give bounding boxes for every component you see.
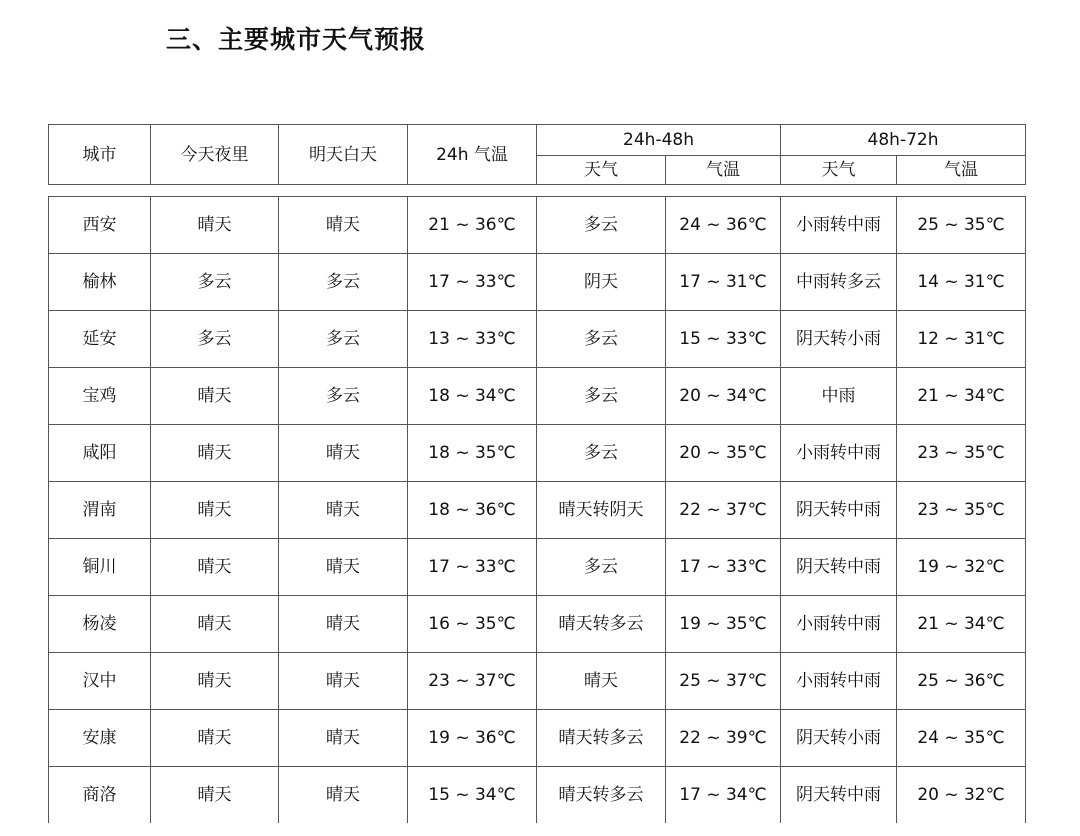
cell-temp-24-48: 17 ~ 31℃: [666, 254, 781, 311]
table-row: [49, 197, 1026, 254]
cell-temp-24h: 15 ~ 34℃: [408, 767, 537, 824]
cell-temp-24-48: 25 ~ 37℃: [666, 653, 781, 710]
cell-temp-24h: 18 ~ 35℃: [408, 425, 537, 482]
cell-weather-24-48: 多云: [537, 425, 666, 482]
cell-weather-48-72: 中雨: [781, 368, 897, 425]
cell-tonight: 晴天: [151, 653, 279, 710]
cell-weather-48-72: 小雨转中雨: [781, 197, 897, 254]
header-gap: [49, 185, 1026, 197]
header-temp-24-48: 气温: [666, 156, 781, 185]
cell-tomorrow-day: 晴天: [279, 767, 408, 824]
cell-tomorrow-day: 晴天: [279, 425, 408, 482]
header-city: 城市: [49, 125, 151, 185]
cell-weather-24-48: 晴天转多云: [537, 596, 666, 653]
cell-city: 宝鸡: [49, 368, 151, 425]
cell-city: 延安: [49, 311, 151, 368]
cell-city: 杨凌: [49, 596, 151, 653]
table-row: [49, 596, 1026, 653]
cell-tomorrow-day: 晴天: [279, 710, 408, 767]
cell-tomorrow-day: 多云: [279, 311, 408, 368]
cell-tonight: 晴天: [151, 425, 279, 482]
cell-temp-48-72: 20 ~ 32℃: [897, 767, 1026, 824]
cell-temp-24-48: 17 ~ 34℃: [666, 767, 781, 824]
cell-weather-24-48: 多云: [537, 197, 666, 254]
cell-city: 榆林: [49, 254, 151, 311]
cell-temp-24-48: 20 ~ 34℃: [666, 368, 781, 425]
cell-tomorrow-day: 多云: [279, 254, 408, 311]
cell-tonight: 多云: [151, 254, 279, 311]
cell-tomorrow-day: 晴天: [279, 653, 408, 710]
header-row-top: [49, 125, 1026, 156]
cell-weather-48-72: 阴天转中雨: [781, 482, 897, 539]
cell-temp-24-48: 19 ~ 35℃: [666, 596, 781, 653]
header-tonight: 今天夜里: [151, 125, 279, 185]
table-row: [49, 368, 1026, 425]
cell-weather-24-48: 晴天转阴天: [537, 482, 666, 539]
header-temp-24h: 24h 气温: [408, 125, 537, 185]
cell-temp-48-72: 21 ~ 34℃: [897, 368, 1026, 425]
cell-tomorrow-day: 晴天: [279, 596, 408, 653]
cell-temp-48-72: 24 ~ 35℃: [897, 710, 1026, 767]
cell-weather-24-48: 晴天转多云: [537, 767, 666, 824]
cell-weather-48-72: 小雨转中雨: [781, 653, 897, 710]
cell-temp-24-48: 20 ~ 35℃: [666, 425, 781, 482]
cell-tomorrow-day: 晴天: [279, 539, 408, 596]
header-tomorrow-day: 明天白天: [279, 125, 408, 185]
cell-tonight: 晴天: [151, 368, 279, 425]
header-group-48-72: 48h-72h: [781, 125, 1026, 156]
cell-weather-48-72: 阴天转中雨: [781, 539, 897, 596]
cell-city: 铜川: [49, 539, 151, 596]
cell-weather-48-72: 小雨转中雨: [781, 425, 897, 482]
cell-tonight: 晴天: [151, 710, 279, 767]
cell-weather-48-72: 小雨转中雨: [781, 596, 897, 653]
gap-cell: [49, 185, 1026, 197]
cell-city: 咸阳: [49, 425, 151, 482]
forecast-table: [48, 124, 1026, 823]
cell-weather-48-72: 阴天转小雨: [781, 311, 897, 368]
table-row: [49, 710, 1026, 767]
cell-temp-24-48: 24 ~ 36℃: [666, 197, 781, 254]
cell-weather-48-72: 阴天转中雨: [781, 767, 897, 824]
table-row: [49, 539, 1026, 596]
cell-temp-48-72: 12 ~ 31℃: [897, 311, 1026, 368]
cell-weather-24-48: 多云: [537, 539, 666, 596]
page-title: 三、主要城市天气预报: [166, 25, 427, 54]
cell-temp-24h: 13 ~ 33℃: [408, 311, 537, 368]
cell-temp-24h: 17 ~ 33℃: [408, 539, 537, 596]
cell-weather-24-48: 晴天: [537, 653, 666, 710]
cell-weather-48-72: 中雨转多云: [781, 254, 897, 311]
cell-tomorrow-day: 晴天: [279, 482, 408, 539]
cell-temp-24-48: 22 ~ 37℃: [666, 482, 781, 539]
cell-temp-24h: 17 ~ 33℃: [408, 254, 537, 311]
cell-temp-48-72: 25 ~ 35℃: [897, 197, 1026, 254]
cell-temp-24h: 21 ~ 36℃: [408, 197, 537, 254]
cell-temp-24h: 18 ~ 36℃: [408, 482, 537, 539]
cell-temp-48-72: 14 ~ 31℃: [897, 254, 1026, 311]
cell-weather-24-48: 阴天: [537, 254, 666, 311]
cell-tonight: 晴天: [151, 767, 279, 824]
cell-tonight: 晴天: [151, 482, 279, 539]
cell-temp-24h: 19 ~ 36℃: [408, 710, 537, 767]
cell-tomorrow-day: 多云: [279, 368, 408, 425]
cell-temp-24-48: 22 ~ 39℃: [666, 710, 781, 767]
cell-temp-48-72: 25 ~ 36℃: [897, 653, 1026, 710]
header-weather-24-48: 天气: [537, 156, 666, 185]
cell-tonight: 晴天: [151, 539, 279, 596]
table-row: [49, 653, 1026, 710]
cell-temp-24-48: 15 ~ 33℃: [666, 311, 781, 368]
cell-weather-48-72: 阴天转小雨: [781, 710, 897, 767]
cell-tonight: 晴天: [151, 596, 279, 653]
cell-weather-24-48: 多云: [537, 368, 666, 425]
table-row: [49, 425, 1026, 482]
cell-tonight: 多云: [151, 311, 279, 368]
cell-city: 安康: [49, 710, 151, 767]
cell-city: 汉中: [49, 653, 151, 710]
cell-temp-48-72: 19 ~ 32℃: [897, 539, 1026, 596]
header-group-24-48: 24h-48h: [537, 125, 781, 156]
cell-temp-24-48: 17 ~ 33℃: [666, 539, 781, 596]
cell-temp-24h: 23 ~ 37℃: [408, 653, 537, 710]
header-weather-48-72: 天气: [781, 156, 897, 185]
cell-weather-24-48: 晴天转多云: [537, 710, 666, 767]
cell-temp-48-72: 21 ~ 34℃: [897, 596, 1026, 653]
cell-temp-48-72: 23 ~ 35℃: [897, 482, 1026, 539]
cell-weather-24-48: 多云: [537, 311, 666, 368]
cell-tomorrow-day: 晴天: [279, 197, 408, 254]
cell-temp-24h: 18 ~ 34℃: [408, 368, 537, 425]
cell-city: 商洛: [49, 767, 151, 824]
table-row: [49, 482, 1026, 539]
cell-city: 渭南: [49, 482, 151, 539]
table-row: [49, 767, 1026, 824]
table-row: [49, 254, 1026, 311]
cell-temp-48-72: 23 ~ 35℃: [897, 425, 1026, 482]
cell-city: 西安: [49, 197, 151, 254]
cell-temp-24h: 16 ~ 35℃: [408, 596, 537, 653]
header-temp-48-72: 气温: [897, 156, 1026, 185]
cell-tonight: 晴天: [151, 197, 279, 254]
table-row: [49, 311, 1026, 368]
